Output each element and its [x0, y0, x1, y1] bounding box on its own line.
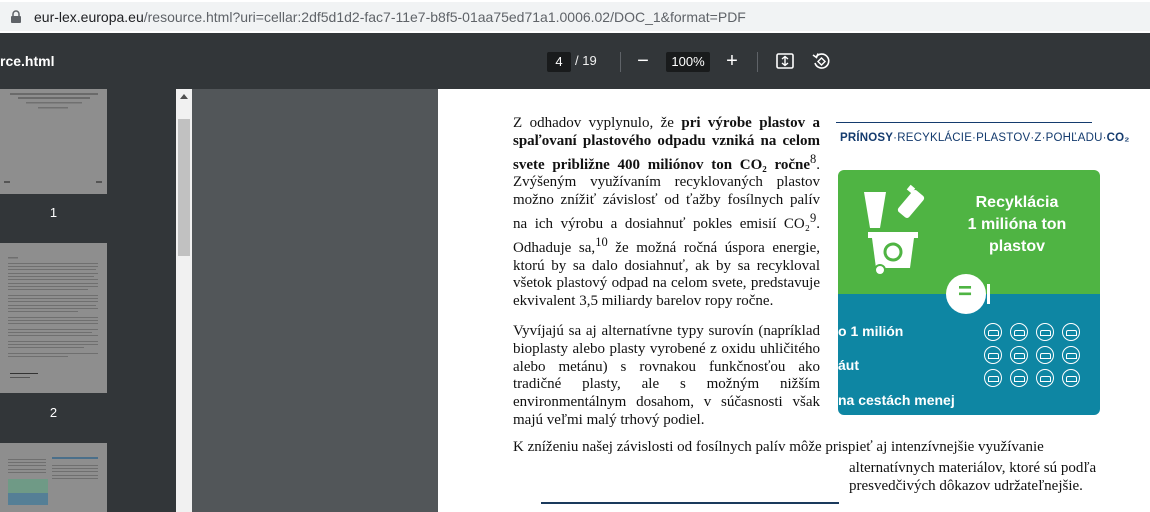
toolbar-divider: [620, 52, 621, 72]
car-icon: [984, 346, 1002, 364]
footnote-ref[interactable]: 10: [595, 234, 608, 249]
car-icon: [1062, 369, 1080, 387]
infographic-text-line: áut: [838, 357, 859, 373]
car-icon: [1010, 323, 1028, 341]
infographic-title: [840, 132, 1130, 144]
recycle-bin-icon: [858, 184, 938, 276]
thumbnail-content: [0, 443, 107, 512]
zoom-in-button[interactable]: +: [726, 49, 738, 72]
text: že možná ročná úspora energie, ktorú by sa dalo dosiahnuť, ak by sa recykloval všetok plastový odpad na celom svete, predstavuje ekvivalent 3,5 miliardy barelov ropy ročne.: [513, 239, 821, 310]
car-icon: [984, 323, 1002, 341]
car-icon: [1062, 323, 1080, 341]
car-icon: [984, 369, 1002, 387]
title-bold: PRÍNOSY: [840, 132, 894, 144]
footnote-ref[interactable]: 8: [810, 151, 817, 166]
footnote-separator: [541, 502, 839, 504]
thumbnail-label: 1: [49, 205, 58, 220]
car-icon: [1062, 346, 1080, 364]
url-host: eur-lex.europa.eu: [34, 9, 144, 25]
title-rest: ·RECYKLÁCIE·PLASTOV·Z·POHĽADU·: [893, 132, 1107, 144]
thumbnail-sidebar: [0, 89, 192, 512]
fit-page-icon: [775, 51, 795, 71]
page-thumbnail-1[interactable]: [0, 89, 107, 194]
thumbnail-label: 2: [49, 405, 58, 420]
page-number-input[interactable]: 4: [547, 52, 571, 72]
toolbar-divider: [757, 52, 758, 72]
recycle-headline: [942, 192, 1092, 258]
lock-icon: [10, 10, 22, 24]
headline-line: 1 milióna ton: [967, 216, 1067, 233]
sidebar-scrollbar-thumb[interactable]: [178, 119, 190, 256]
headline-line: plastov: [988, 238, 1045, 255]
equals-symbol: =: [958, 278, 973, 305]
url-path: /resource.html?uri=cellar:2df5d1d2-fac7-11e7-b8f5-01aa75ed71a1.0006.02/DOC_1&format=PDF: [143, 9, 746, 25]
fit-page-button[interactable]: [773, 49, 797, 73]
zoom-input[interactable]: 100%: [666, 52, 710, 72]
car-icon: [1036, 369, 1054, 387]
pdf-page: [438, 89, 1150, 512]
infographic-card: [838, 170, 1100, 415]
pdf-toolbar: [0, 33, 1150, 89]
text: . Odhaduje sa,: [513, 215, 820, 256]
paragraph-2: Vyvíjajú sa aj alternatívne typy surovín (napríklad bioplasty alebo plasty vyrobené z oxidu uhličitého alebo metánu) s rovnakou funkčnosťou ako tradičné plasty, ale s možným nižším environmentálnym dosahom, v súčasnosti však majú veľmi malý trhový podiel.: [513, 322, 820, 428]
infographic-top-rule: [836, 122, 1092, 123]
url-text[interactable]: [34, 9, 746, 25]
address-bar[interactable]: [0, 0, 1150, 33]
title-co2: CO₂: [1106, 132, 1130, 144]
equals-decoration-icon: [980, 284, 990, 304]
infographic-text-line: o 1 milión: [838, 323, 904, 339]
paragraph-3-rest: alternatívnych materiálov, ktoré sú podľa presvedčivých dôkazov udržateľnejšie.: [849, 460, 1097, 494]
equals-circle: [946, 274, 986, 314]
car-icon: [1036, 323, 1054, 341]
page-thumbnail-3[interactable]: [0, 443, 107, 512]
car-icon: [1010, 346, 1028, 364]
text: . Zvýšeným využívaním recyklovaných plastov možno znížiť závislosť od ťažby fosílnych palív na ich výrobu a dosiahnuť pokles emisií CO₂: [513, 156, 820, 232]
car-icon: [1010, 369, 1028, 387]
text: Z odhadov vyplynulo, že: [513, 115, 682, 131]
rotate-icon: [811, 51, 831, 71]
headline-line: Recyklácia: [975, 194, 1059, 211]
page-thumbnail-2[interactable]: [0, 243, 107, 393]
paragraph-3-line-1: K zníženiu našej závislosti od fosílnych palív môže prispieť aj intenzívnejšie využívanie: [513, 439, 1044, 455]
page-total: / 19: [575, 53, 597, 68]
car-icon: [1036, 346, 1054, 364]
text-column-left: [513, 115, 820, 430]
document-title: rce.html: [0, 53, 55, 69]
scroll-up-arrow-icon[interactable]: [180, 94, 188, 99]
footnote-ref[interactable]: 9: [810, 210, 817, 225]
infographic-text-line: na cestách menej: [838, 392, 955, 408]
thumbnail-content: [0, 89, 107, 194]
thumbnail-content: [0, 243, 107, 393]
paragraph-1: [513, 115, 820, 311]
zoom-out-button[interactable]: −: [637, 49, 649, 72]
omnibox[interactable]: [0, 2, 1150, 31]
bold-text: pri výrobe plastov a spaľovaní plastového odpadu vzniká na celom svete približne 400 miliónov ton CO₂ ročne: [513, 115, 820, 173]
rotate-button[interactable]: [809, 49, 833, 73]
